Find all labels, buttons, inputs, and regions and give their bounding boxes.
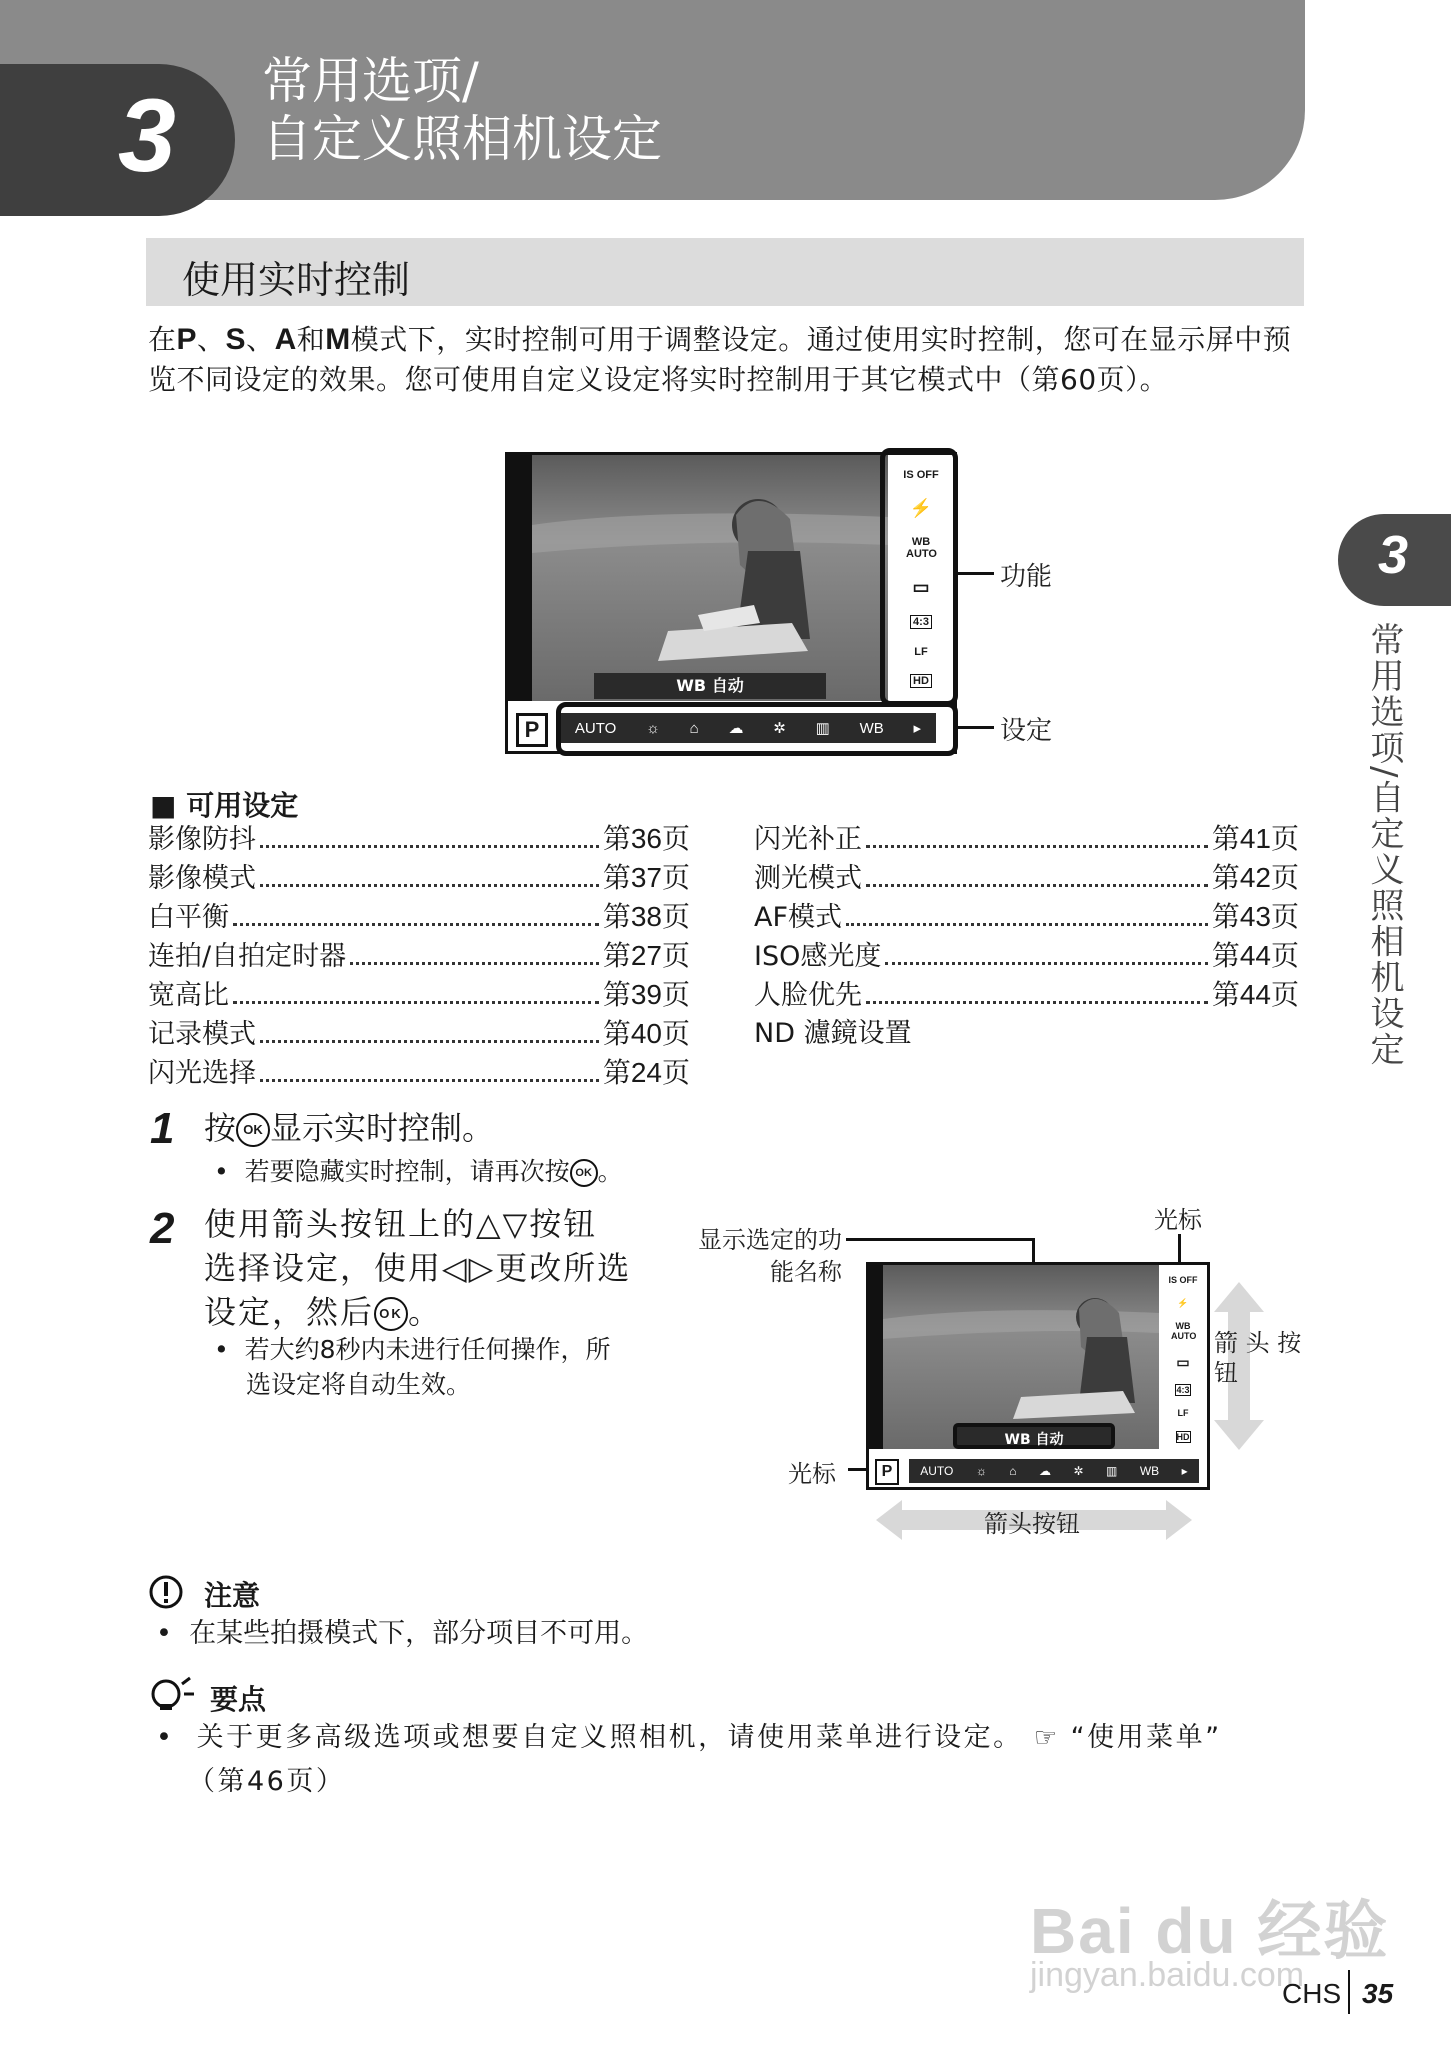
list-item (754, 820, 1299, 859)
ok-button-icon: OK (236, 1113, 270, 1147)
chapter-title-line2: 自定义照相机设定 (262, 110, 662, 168)
watermark-logo: Bai du 经验 (1030, 1895, 1390, 1967)
sunny-icon[interactable]: ☼ (975, 1464, 987, 1478)
is-off-icon[interactable]: IS OFF (903, 469, 939, 482)
screen-photo (508, 455, 888, 701)
setting-page: 第42页 (1211, 862, 1299, 893)
list-item (754, 976, 1299, 1015)
setting-page: 第24页 (602, 1057, 690, 1088)
reference-icon: ☞ (1033, 1723, 1060, 1753)
live-control-screen-2 (866, 1262, 1210, 1490)
step-1-number: 1 (150, 1104, 175, 1153)
function-highlight (880, 448, 958, 706)
screen-photo (869, 1265, 1159, 1449)
bullet-text: 若大约8秒内未进行任何操作，所 (244, 1335, 611, 1364)
note-body: 在某些拍摄模式下，部分项目不可用。 (189, 1618, 649, 1649)
callout-arrow-horizontal: 箭头按钮 (984, 1510, 1080, 1538)
callout-line2: 钮 (1214, 1359, 1238, 1387)
list-item (148, 1054, 690, 1093)
leader-dots (885, 962, 1207, 965)
wb-auto-option[interactable]: AUTO (574, 719, 617, 737)
setting-highlight (556, 702, 958, 756)
mode-label: P (524, 717, 540, 742)
shade-icon[interactable]: ⌂ (1009, 1464, 1017, 1478)
step-text-part: 按 (204, 1109, 237, 1147)
setting-name: 测光模式 (754, 863, 862, 894)
list-item (754, 859, 1299, 898)
leader-dots (260, 1079, 599, 1082)
setting-page: 第43页 (1211, 901, 1299, 932)
wb-name-banner (953, 1423, 1115, 1449)
callout-line (954, 726, 994, 729)
setting-page: 第36页 (602, 823, 690, 854)
caution-icon (148, 1574, 184, 1610)
tips-body: “使用菜单” (1070, 1722, 1222, 1753)
watermark-url: jingyan.baidu.com (1030, 1956, 1305, 1994)
callout-cursor-top: 光标 (1154, 1206, 1202, 1234)
settings-list-left (148, 820, 690, 1093)
setting-name: 白平衡 (148, 902, 229, 933)
function-column (1165, 1269, 1201, 1449)
step-text-line: 选择设定，使用◁▷更改所选 (204, 1249, 632, 1287)
flash-icon[interactable]: ⚡ (909, 498, 933, 519)
mode-label: P (881, 1463, 893, 1480)
sunny-icon[interactable]: ☼ (646, 719, 660, 737)
leader-dots (260, 884, 599, 887)
mode-indicator (875, 1459, 899, 1485)
chapter-title (262, 52, 662, 168)
setting-name: 影像防抖 (148, 824, 256, 855)
quality-icon[interactable]: LF (914, 645, 928, 658)
cloudy-icon[interactable]: ☁ (1039, 1464, 1052, 1478)
next-arrow-icon[interactable]: ▸ (1181, 1464, 1188, 1478)
callout-line (954, 572, 994, 575)
movie-hd-icon[interactable]: HD (1176, 1431, 1190, 1442)
intro-text: 模式下，实时控制可用于调整设定。通过使用实时控制，您可在显示屏中预览不同设定的效果。您可使用自定义设定将实时控制用于其它模式中（第60页）。 (148, 323, 1292, 396)
setting-page: 第39页 (602, 979, 690, 1010)
leader-dots (866, 884, 1208, 887)
ok-button-icon: OK (374, 1297, 408, 1331)
wb-auto-option[interactable]: AUTO (920, 1464, 954, 1478)
is-off-icon[interactable]: IS OFF (1168, 1275, 1198, 1286)
section-title: 使用实时控制 (182, 258, 411, 302)
list-item (754, 898, 1299, 937)
movie-hd-icon[interactable]: HD (910, 674, 932, 688)
step-2-text (204, 1202, 674, 1334)
fluorescent-icon[interactable]: ▥ (1106, 1464, 1118, 1478)
leader-dots (233, 1001, 599, 1004)
setting-page: 第44页 (1211, 979, 1299, 1010)
list-item (148, 937, 690, 976)
shade-icon[interactable]: ⌂ (689, 719, 699, 737)
callout-function-name (688, 1224, 842, 1288)
cloudy-icon[interactable]: ☁ (728, 720, 744, 737)
list-item (754, 937, 1299, 976)
mode-indicator (516, 713, 548, 747)
setting-name: 宽高比 (148, 980, 229, 1011)
setting-name: 影像模式 (148, 863, 256, 894)
step-1-text (204, 1106, 494, 1150)
wb-name-banner (594, 673, 826, 699)
wb-name-label: WB 自动 (1004, 1432, 1064, 1448)
setting-name: 连拍/自拍定时器 (148, 941, 347, 972)
fluorescent-icon[interactable]: ▥ (815, 720, 830, 737)
leader-dots (350, 962, 599, 965)
underwater-wb-icon[interactable]: WB (859, 719, 884, 737)
leader-dots (260, 845, 599, 848)
note-title: 注意 (204, 1579, 261, 1612)
bullet-text: 选设定将自动生效。 (246, 1370, 472, 1399)
callout-line2: 能名称 (770, 1258, 842, 1286)
tip-lightbulb-icon (148, 1674, 196, 1714)
drive-icon[interactable]: ▭ (912, 576, 930, 597)
quality-icon[interactable]: LF (1177, 1408, 1189, 1419)
note-text: • 在某些拍摄模式下，部分项目不可用。 (156, 1618, 649, 1649)
mode-p: P (176, 323, 198, 356)
setting-page: 第41页 (1211, 823, 1299, 854)
mode-a: A (274, 323, 297, 356)
list-item (148, 1015, 690, 1054)
settings-list-right (754, 820, 1299, 1053)
leader-dots (846, 923, 1208, 926)
setting-page: 第44页 (1211, 940, 1299, 971)
setting-name: AF模式 (754, 902, 843, 933)
leader-dots (866, 845, 1208, 848)
wb-auto-icon[interactable]: WB AUTO (906, 536, 937, 561)
chapter-number: 3 (118, 78, 176, 194)
section-heading (146, 238, 1304, 306)
leader-dots (233, 923, 599, 926)
flash-icon[interactable]: ⚡ (1177, 1297, 1189, 1308)
step-2-number: 2 (150, 1204, 175, 1253)
side-chapter-title: 常用选项/自定义照相机设定 (1364, 622, 1404, 1068)
ok-button-icon: OK (570, 1159, 598, 1187)
callout-line (848, 1468, 866, 1471)
callout-line1: 显示选定的功 (698, 1226, 842, 1254)
step-text-part: 显示实时控制。 (270, 1109, 495, 1147)
step-1-bullet: • 若要隐藏实时控制，请再次按 OK 。 (214, 1157, 623, 1186)
leader-dots (866, 1001, 1208, 1004)
photo-image (508, 455, 888, 701)
setting-name: ISO感光度 (754, 941, 882, 972)
setting-page: 第37页 (602, 862, 690, 893)
list-item (148, 976, 690, 1015)
setting-page: 第40页 (602, 1018, 690, 1049)
step-text-line: 使用箭头按钮上的△▽按钮 (204, 1205, 598, 1243)
mode-s: S (225, 323, 247, 356)
tungsten-icon[interactable]: ✲ (1073, 1464, 1084, 1478)
step-2-bullet: • 若大约8秒内未进行任何操作，所 选设定将自动生效。 (214, 1332, 674, 1402)
next-arrow-icon[interactable]: ▸ (913, 720, 922, 737)
underwater-wb-icon[interactable]: WB (1139, 1464, 1160, 1478)
bullet-text: 。 (597, 1157, 623, 1186)
setting-name: 闪光补正 (754, 824, 862, 855)
intro-sep: 、 (246, 323, 275, 356)
setting-page: 第38页 (602, 901, 690, 932)
list-item (148, 859, 690, 898)
page-number: 35 (1362, 1978, 1394, 2009)
tips-body: （第46页） (188, 1766, 346, 1797)
setting-name: 人脸优先 (754, 980, 862, 1011)
setting-name: ND 濾鏡设置 (754, 1018, 912, 1049)
step-text-part: 。 (408, 1293, 443, 1331)
tips-body: 关于更多高级选项或想要自定义照相机，请使用菜单进行设定。 (196, 1722, 1023, 1753)
aspect-icon[interactable]: 4:3 (1176, 1384, 1190, 1395)
footer-divider (1348, 1970, 1350, 2014)
tips-title: 要点 (210, 1683, 267, 1716)
callout-arrow-vertical (1214, 1328, 1314, 1388)
bullet-text: 若要隐藏实时控制，请再次按 (244, 1157, 570, 1186)
settings-row (909, 1459, 1199, 1483)
available-settings-heading: ■ 可用设定 (150, 789, 299, 822)
callout-cursor-left: 光标 (788, 1460, 836, 1488)
step-text-part: 设定，然后 (204, 1293, 375, 1331)
setting-page: 第27页 (602, 940, 690, 971)
drive-icon[interactable]: ▭ (1176, 1353, 1190, 1370)
setting-name: 闪光选择 (148, 1058, 256, 1089)
callout-line (846, 1238, 1034, 1241)
intro-paragraph (148, 320, 1304, 400)
list-item (148, 898, 690, 937)
callout-function: 功能 (1000, 562, 1053, 592)
tips-text: • 关于更多高级选项或想要自定义照相机，请使用菜单进行设定。 ☞ “使用菜单” （第46页） (156, 1716, 1306, 1804)
list-item (754, 1015, 1299, 1053)
tungsten-icon[interactable]: ✲ (773, 720, 786, 737)
intro-sep: 、 (197, 323, 226, 356)
callout-setting: 设定 (1000, 716, 1053, 746)
wb-name-label: WB 自动 (676, 676, 744, 695)
chapter-title-line1: 常用选项/ (262, 52, 479, 110)
side-chapter-number: 3 (1378, 525, 1409, 585)
intro-and: 和 (296, 323, 326, 356)
setting-name: 记录模式 (148, 1019, 256, 1050)
leader-dots (260, 1040, 599, 1043)
aspect-icon[interactable]: 4:3 (910, 615, 932, 629)
photo-image (869, 1265, 1159, 1449)
wb-auto-icon[interactable]: WB AUTO (1171, 1321, 1197, 1342)
callout-line1: 箭 头 按 (1214, 1329, 1302, 1357)
footer-lang: CHS (1282, 1978, 1342, 2009)
list-item (148, 820, 690, 859)
side-chapter-tab (1338, 514, 1451, 606)
mode-m: M (325, 323, 351, 356)
intro-text: 在 (148, 323, 177, 356)
